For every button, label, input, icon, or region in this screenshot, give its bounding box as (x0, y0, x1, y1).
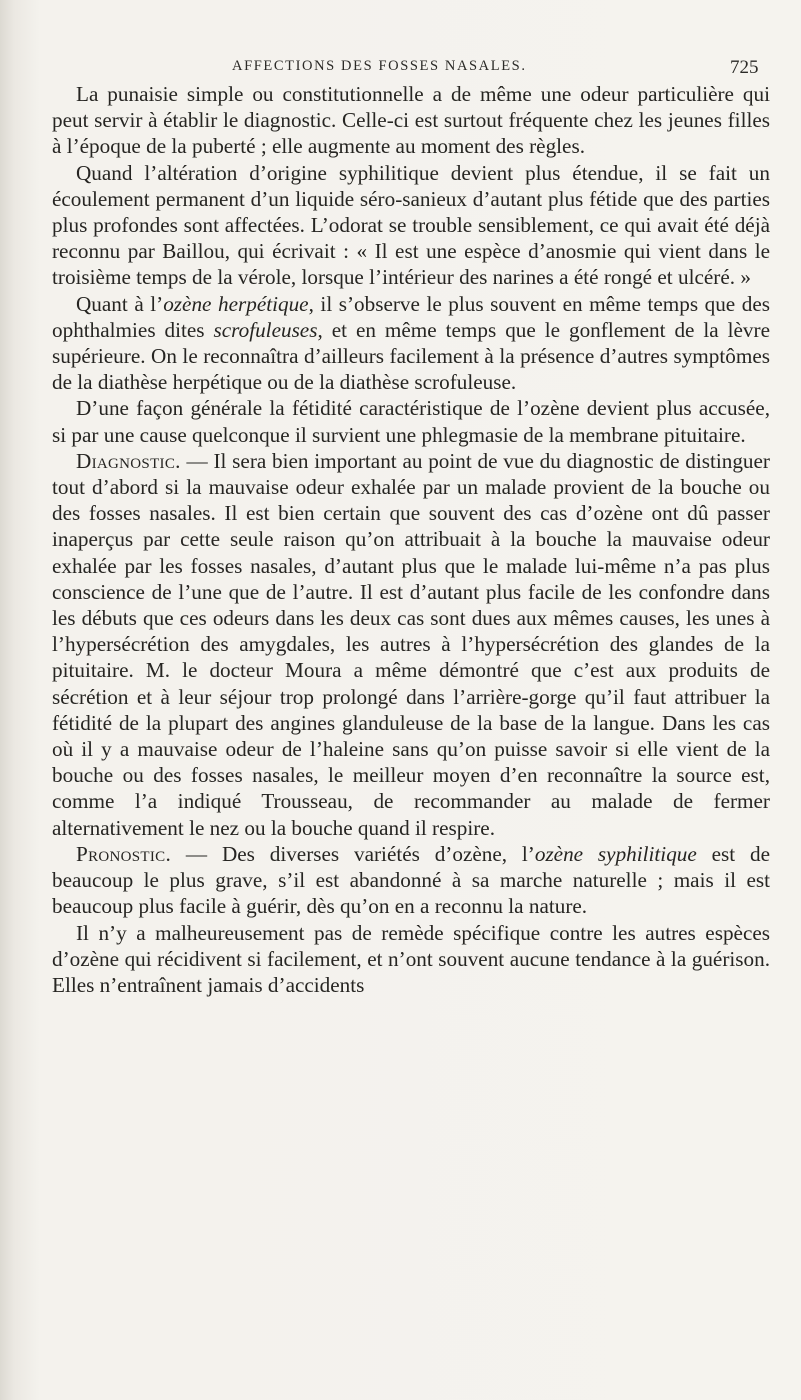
text-run: , il s’observe le plus souvent en même temps que des ophthalmies dites (52, 291, 770, 342)
page-number: 725 (730, 57, 759, 78)
text-run: Quant à l’ (76, 291, 164, 316)
italic-term: ozène herpétique (163, 291, 309, 316)
paragraph-remede: Il n’y a malheureusement pas de remède spécifique contre les autres espèces d’ozène qui récidivent si facilement, et n’ont souvent aucune tendance à la guérison. Elles n’entraînent jamais d’accidents (52, 920, 770, 997)
body-text (52, 81, 770, 998)
paragraph-punaisie: La punaisie simple ou constitutionnelle a de même une odeur particulière qui peut servir à établir le diagnostic. Celle-ci est surtout fréquente chez les jeunes filles à l’époque de la puberté ; elle augmente au moment des règles. (52, 82, 770, 159)
running-title: AFFECTIONS DES FOSSES NASALES. (232, 58, 527, 74)
text-run: , et en même temps que le gonflement de la lèvre supérieure. On le reconnaîtra d’ailleurs facilement à la présence d’autres symptômes de la diathèse herpétique ou de la diathèse scrofuleuse. (52, 317, 770, 395)
paragraph-diagnostic (52, 448, 770, 841)
paragraph-syphilitique: Quand l’altération d’origine syphilitique devient plus étendue, il se fait un écoulement permanent d’un liquide séro-sanieux d’autant plus fétide que des parties plus profondes sont affectées. L’odorat se trouble sensiblement, ce qui avait été déjà reconnu par Baillou, qui écrivait : « Il est une espèce d’anosmie qui vient dans le troisième temps de la vérole, lorsque l’intérieur des narines a été rongé et ulcéré. » (52, 160, 770, 290)
text-run: — Des diverses variétés d’ozène, l’ (171, 841, 535, 866)
text-run: — Il sera bien important au point de vue du diagnostic de distinguer tout d’abord si la mauvaise odeur exhalée par un malade provient de la bouche ou des fosses nasales. Il est bien certain que souvent des cas d’ozène ont dû passer inaperçus par cette seule raison qu’on attribuait à la bouche la mauvaise odeur exhalée par les fosses nasales, d’autant plus que le malade lui-même n’a pas plus conscience de l’une que de l’autre. Il est d’autant plus facile de les confondre dans les débuts que ces odeurs dans les deux cas sont dues aux mêmes causes, les unes à l’hypersécrétion des amygdales, les autres à l’hypersécrétion des glandes de la pituitaire. M. le docteur Moura a même démontré que c’est aux produits de sécrétion et à leur séjour trop prolongé dans l’arrière-gorge qu’il faut attribuer la fétidité de la plupart des angines glanduleuse de la base de la langue. Dans les cas où il y a mauvaise odeur de l’haleine sans qu’on puisse savoir si elle vient de la bouche ou des fosses nasales, le meilleur moyen d’en reconnaître la source est, comme l’a indiqué Trousseau, de recommander au malade de fermer alternativement le nez ou la bouche quand il respire. (52, 448, 770, 840)
italic-term: ozène syphilitique (534, 841, 697, 866)
italic-term: scrofuleuses (213, 317, 318, 342)
section-heading-diagnostic: Diagnostic. (76, 448, 181, 473)
section-heading-pronostic: Pronostic. (76, 841, 172, 866)
paragraph-pronostic (52, 841, 770, 920)
paragraph-herpetique (52, 291, 770, 396)
page-header (0, 58, 801, 80)
text-run: est de beaucoup le plus grave, s’il est abandonné à sa marche naturelle ; mais il est beaucoup plus facile à guérir, dès qu’on en a reconnu la nature. (52, 841, 770, 919)
paragraph-fetidite: D’une façon générale la fétidité caractéristique de l’ozène devient plus accusée, si par une cause quelconque il survient une phlegmasie de la membrane pituitaire. (52, 396, 770, 447)
